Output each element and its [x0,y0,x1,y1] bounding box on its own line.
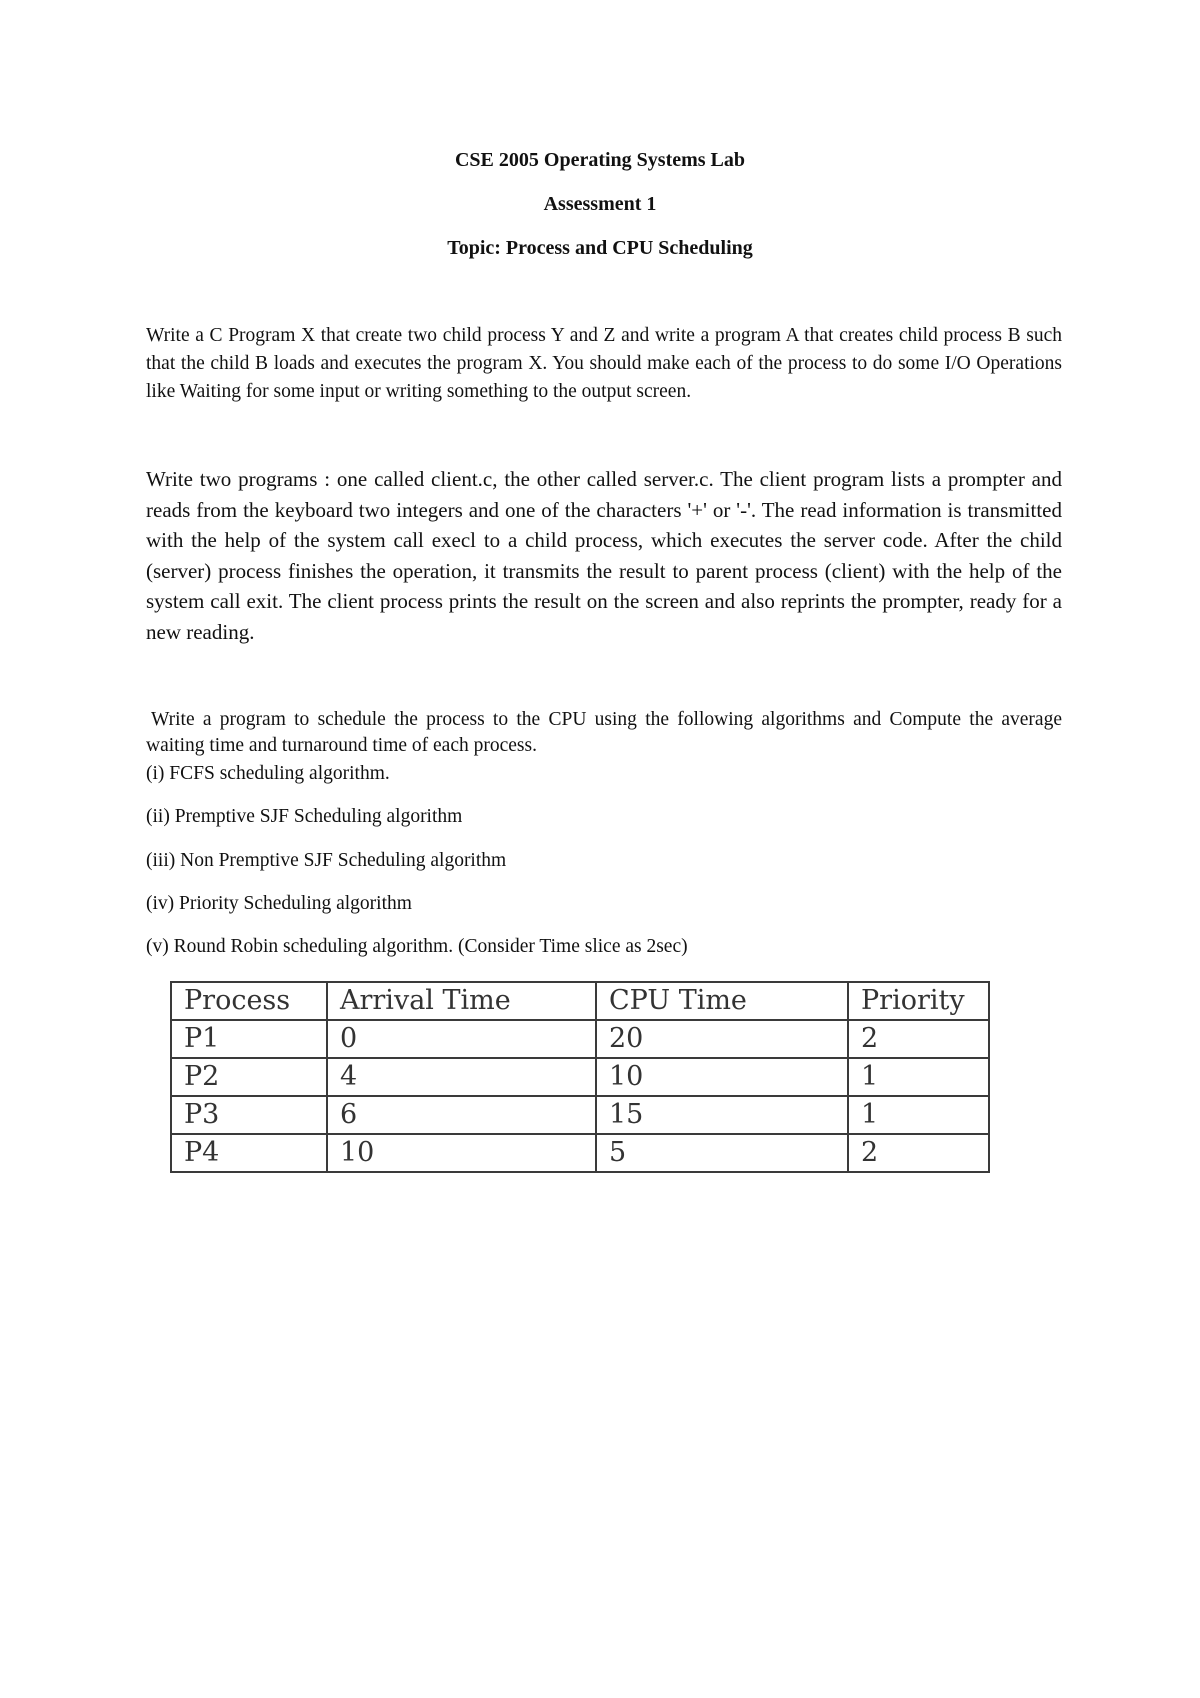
table-cell: 10 [596,1058,848,1096]
column-header: CPU Time [596,982,848,1020]
table-cell: 6 [327,1096,596,1134]
column-header: Priority [848,982,989,1020]
table-cell: P4 [171,1134,327,1172]
algorithm-item: (i) FCFS scheduling algorithm. [146,763,390,784]
process-table [170,981,990,1173]
table-cell: 0 [327,1020,596,1058]
table-row [171,1134,989,1172]
algorithm-item: (ii) Premptive SJF Scheduling algorithm [146,806,463,827]
algorithm-item: (iii) Non Premptive SJF Scheduling algorithm [146,850,507,871]
assessment-title: Assessment 1 [543,193,657,215]
topic-title: Topic: Process and CPU Scheduling [447,237,753,259]
table-row [171,1096,989,1134]
question-3-text: Write a program to schedule the process to the CPU using the following algorithms and Compute the average waiting time and turnaround time of each process. [146,709,1062,756]
table-header-row [171,982,989,1020]
table-cell: 1 [848,1058,989,1096]
table-cell: 15 [596,1096,848,1134]
table-cell: 2 [848,1020,989,1058]
algorithm-item: (v) Round Robin scheduling algorithm. (Consider Time slice as 2sec) [146,936,688,957]
table-cell: 2 [848,1134,989,1172]
table-cell: 5 [596,1134,848,1172]
table-row [171,1020,989,1058]
question-1-text: Write a C Program X that create two child process Y and Z and write a program A that creates child process B such that the child B loads and executes the program X. You should make each of the process to do some I/O Operations like Waiting for some input or writing something to the output screen. [146,325,1062,402]
table-cell: 20 [596,1020,848,1058]
course-title: CSE 2005 Operating Systems Lab [454,149,746,171]
table-cell: P2 [171,1058,327,1096]
table-cell: 4 [327,1058,596,1096]
column-header: Arrival Time [327,982,596,1020]
question-2-text: Write two programs : one called client.c, the other called server.c. The client program lists a prompter and reads from the keyboard two integers and one of the characters '+' or '-'. The read information is transmitted with the help of the system call execl to a child process, which executes the server code. After the child (server) process finishes the operation, it transmits the result to parent process (client) with the help of the system call exit. The client process prints the result on the screen and also reprints the prompter, ready for a new reading. [146,467,1062,644]
column-header: Process [171,982,327,1020]
algorithm-item: (iv) Priority Scheduling algorithm [146,893,412,914]
table-cell: 10 [327,1134,596,1172]
table-cell: P3 [171,1096,327,1134]
table-row [171,1058,989,1096]
table-cell: 1 [848,1096,989,1134]
table-cell: P1 [171,1020,327,1058]
